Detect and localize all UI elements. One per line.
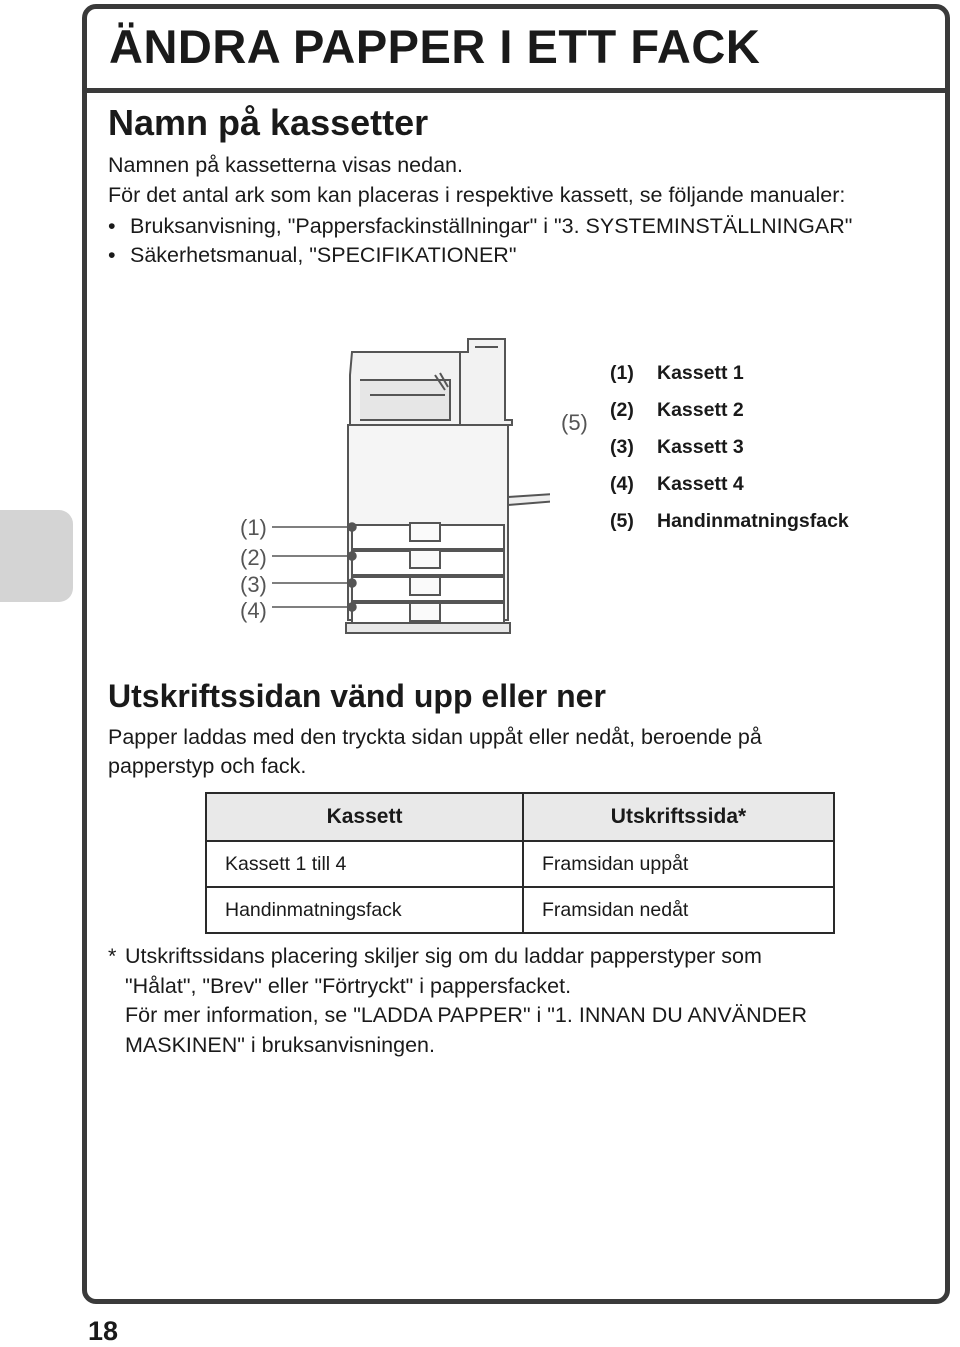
table-cell: Framsidan nedåt [523,887,834,933]
table-header-print-side: Utskriftssida* [523,793,834,841]
section-heading-tray-names: Namn på kassetter [108,102,429,143]
footnote-line: Utskriftssidans placering skiljer sig om du laddar papperstyper som [125,944,762,968]
table-cell: Handinmatningsfack [206,887,523,933]
manual-list [108,212,852,270]
legend-item: (4) Kassett 4 [610,473,744,495]
diagram-label-tray-1: (1) [240,515,267,540]
diagram-label-tray-2: (2) [240,545,267,570]
page-title: ÄNDRA PAPPER I ETT FACK [109,20,761,73]
diagram-label-tray-4: (4) [240,598,267,623]
diagram-label-tray-3: (3) [240,572,267,597]
manual-list-item: • Bruksanvisning, "Pappersfackinställningar" i "3. SYSTEMINSTÄLLNINGAR" [108,212,852,241]
footnote-line: "Hålat", "Brev" eller "Förtryckt" i pappersfacket. [125,973,572,998]
title-bar [87,9,945,93]
legend-item: (2) Kassett 2 [610,399,744,421]
manual-list-item: • Säkerhetsmanual, "SPECIFIKATIONER" [108,241,852,270]
table-header-tray: Kassett [206,793,523,841]
chapter-tab [0,510,73,602]
copier-illustration [220,325,550,655]
section2-body-1: Papper laddas med den tryckta sidan uppåt eller nedåt, beroende på [108,725,762,749]
table-cell: Kassett 1 till 4 [206,841,523,887]
table-row [206,887,834,933]
print-side-table [205,792,835,934]
page-number: 18 [88,1316,119,1346]
footnote-line: MASKINEN" i bruksanvisningen. [125,1032,435,1057]
table-row [206,841,834,887]
legend-item: (5) Handinmatningsfack [610,510,849,532]
tray-legend [610,362,849,547]
table-header-row [206,793,834,841]
diagram-label-bypass: (5) [561,410,588,435]
machine-diagram [220,325,550,655]
section2-body-2: papperstyp och fack. [108,754,307,778]
intro-text-2: För det antal ark som kan placeras i respektive kassett, se följande manualer: [108,183,846,207]
intro-text-1: Namnen på kassetterna visas nedan. [108,153,463,177]
footnote [108,942,807,1060]
footnote-marker: * [108,944,117,968]
footnote-line: För mer information, se "LADDA PAPPER" i "1. INNAN DU ANVÄNDER [125,1003,808,1027]
table-cell: Framsidan uppåt [523,841,834,887]
legend-item: (3) Kassett 3 [610,436,744,458]
section-heading-print-side: Utskriftssidan vänd upp eller ner [108,678,606,714]
legend-item: (1) Kassett 1 [610,362,744,384]
